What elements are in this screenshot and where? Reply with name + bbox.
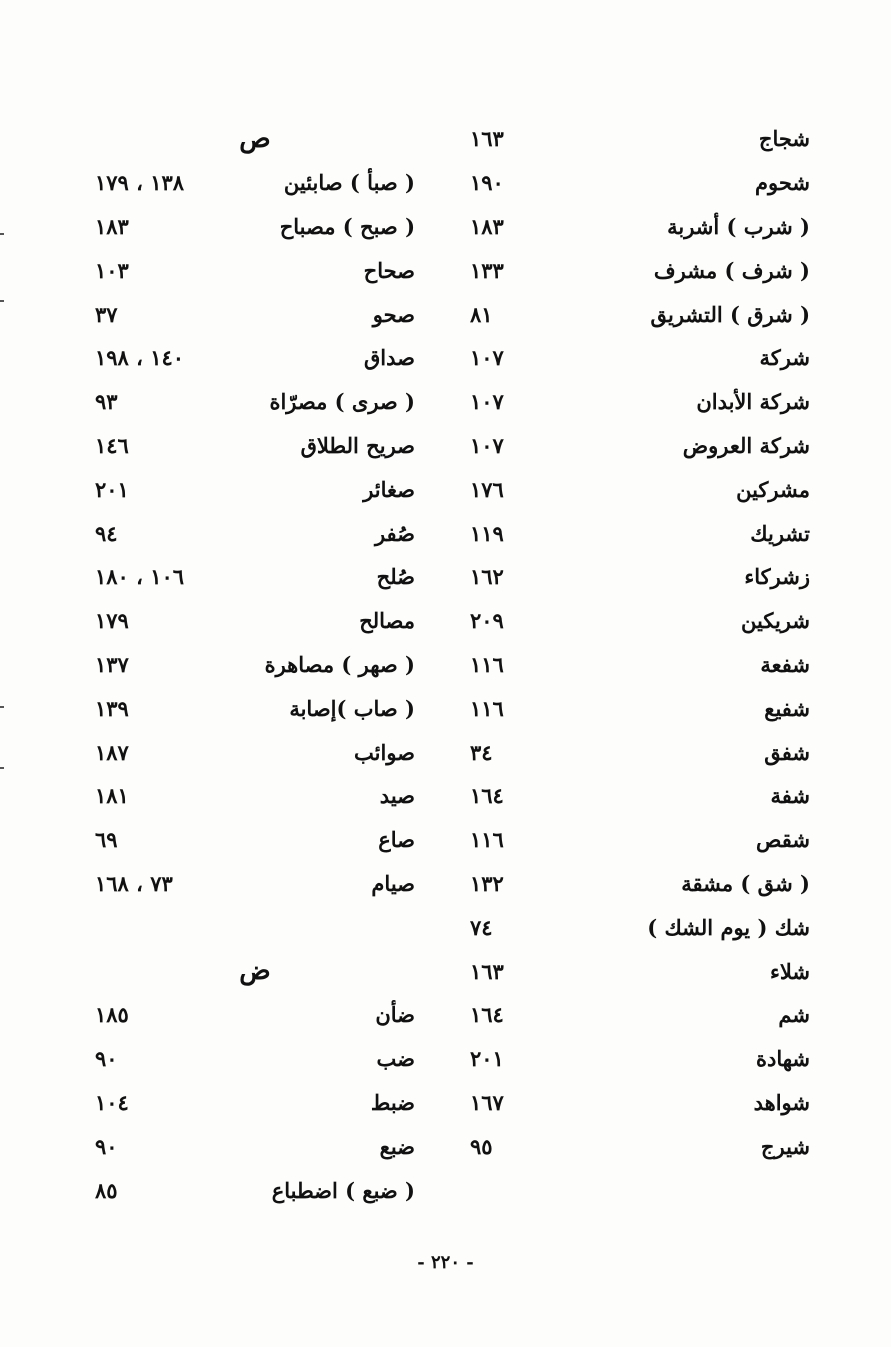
entry-pages: ٧٤ [470, 914, 493, 940]
index-entry [470, 905, 810, 949]
index-column-right [470, 117, 810, 1168]
margin-mark [0, 233, 4, 235]
entry-pages: ١٦٣ [470, 126, 504, 152]
index-entry [95, 248, 415, 292]
index-entry [95, 292, 415, 336]
entry-term: شيرج [760, 1133, 810, 1159]
entry-term: شفعة [760, 651, 810, 677]
entry-term: ( صهر ) مصاهرة [264, 651, 415, 677]
entry-pages: ١٦٤ [470, 783, 504, 809]
entry-pages: ١٩٠ [470, 170, 504, 196]
entry-term: ( صرى ) مصرّاة [269, 389, 415, 415]
index-entry [95, 1081, 415, 1125]
section-heading-sad: ص [239, 123, 271, 154]
entry-pages: ٩٠ [95, 1046, 118, 1072]
entry-term: ( صاب )إصابة [289, 695, 415, 721]
entry-pages: ١١٦ [470, 651, 504, 677]
index-entry [470, 730, 810, 774]
index-entry [470, 380, 810, 424]
entry-term: صُفر [374, 520, 415, 546]
index-entry [95, 1124, 415, 1168]
index-entry [470, 292, 810, 336]
entry-term: صوائب [354, 739, 415, 765]
entry-pages: ١٨٧ [95, 739, 129, 765]
entry-pages: ٨١ [470, 301, 493, 327]
entry-term: شفة [770, 783, 810, 809]
index-entry [95, 205, 415, 249]
index-entry [95, 686, 415, 730]
entry-term: شم [778, 1002, 810, 1028]
entry-term: شواهد [753, 1089, 810, 1115]
page-number: - ٢٢٠ - [417, 1252, 474, 1273]
entry-pages: ٨٥ [95, 1177, 118, 1203]
entry-term: شلاء [769, 958, 810, 984]
section-dad-entries [95, 993, 415, 1212]
entry-pages: ١٧٩ [95, 608, 129, 634]
index-entry [470, 336, 810, 380]
entry-pages: ٢٠٩ [470, 608, 504, 634]
index-entry [470, 774, 810, 818]
entry-pages: ١٣٣ [470, 257, 504, 283]
entry-pages: ٦٩ [95, 827, 118, 853]
index-entry [470, 467, 810, 511]
entry-term: صحو [372, 301, 415, 327]
entry-pages: ١٨٣ [470, 213, 504, 239]
index-entry [470, 117, 810, 161]
index-entry [95, 511, 415, 555]
index-entry [95, 862, 415, 906]
index-entry [470, 1081, 810, 1125]
entry-pages: ٣٧ [95, 301, 118, 327]
entry-pages: ٩٣ [95, 389, 118, 415]
section-heading-dad: ض [239, 956, 271, 987]
entry-pages: ١٨٥ [95, 1002, 129, 1028]
entry-pages: ١٤٦ [95, 432, 129, 458]
index-entry [95, 993, 415, 1037]
index-entry [95, 1037, 415, 1081]
section-sad-entries [95, 161, 415, 906]
entry-pages: ١٨١ [95, 783, 129, 809]
entry-term: ( شرف ) مشرف [653, 257, 810, 283]
index-entry [470, 1037, 810, 1081]
entry-term: ضبط [370, 1089, 415, 1115]
entry-term: شحوم [754, 170, 810, 196]
index-column-left [95, 117, 415, 1212]
entry-pages: ١٣٢ [470, 870, 504, 896]
entry-pages: ١٣٨ ، ١٧٩ [95, 170, 185, 196]
entry-term: شهادة [755, 1046, 810, 1072]
index-entry [470, 818, 810, 862]
entry-term: مصالح [359, 608, 415, 634]
entry-term: ضأن [375, 1002, 415, 1028]
index-entry [95, 730, 415, 774]
entry-pages: ١١٦ [470, 827, 504, 853]
entry-term: زشركاء [744, 564, 810, 590]
index-entry [470, 599, 810, 643]
index-entry [470, 993, 810, 1037]
entry-pages: ٩٥ [470, 1133, 493, 1159]
entry-term: ( صبح ) مصباح [279, 213, 415, 239]
entry-pages: ٢٠١ [95, 476, 129, 502]
index-entry [470, 862, 810, 906]
index-entry [470, 555, 810, 599]
entry-pages: ١٦٧ [470, 1089, 504, 1115]
entry-pages: ١٦٣ [470, 958, 504, 984]
entry-term: صاع [378, 827, 415, 853]
entry-pages: ١١٩ [470, 520, 504, 546]
entry-term: مشركين [736, 476, 810, 502]
entry-term: صغائر [363, 476, 415, 502]
entry-pages: ١٦٤ [470, 1002, 504, 1028]
entry-pages: ١١٦ [470, 695, 504, 721]
entry-term: صريح الطلاق [300, 432, 415, 458]
entry-term: ضبع [379, 1133, 415, 1159]
entry-pages: ١٠٧ [470, 345, 504, 371]
index-entry [95, 1168, 415, 1212]
index-entry [470, 643, 810, 687]
index-entry [95, 643, 415, 687]
entry-pages: ١٣٩ [95, 695, 129, 721]
entry-term: ( شرق ) التشريق [650, 301, 810, 327]
index-entry [95, 467, 415, 511]
entry-term: ضب [376, 1046, 415, 1072]
entry-pages: ١٠٤ [95, 1089, 129, 1115]
entry-pages: ٧٣ ، ١٦٨ [95, 870, 173, 896]
entry-pages: ٣٤ [470, 739, 493, 765]
index-entry [470, 205, 810, 249]
entry-pages: ١٧٦ [470, 476, 504, 502]
entry-pages: ٩٤ [95, 520, 118, 546]
entry-term: شك ( يوم الشك ) [647, 914, 810, 940]
index-entry [470, 511, 810, 555]
entry-term: شريكين [741, 608, 810, 634]
entry-pages: ١٤٠ ، ١٩٨ [95, 345, 185, 371]
index-entry [95, 818, 415, 862]
index-entry [95, 161, 415, 205]
index-entry [95, 336, 415, 380]
entry-term: شفيع [764, 695, 810, 721]
entry-pages: ١٠٧ [470, 389, 504, 415]
entry-term: شركة [759, 345, 810, 371]
entry-term: ( صبأ ) صابئين [283, 170, 415, 196]
index-entry [95, 380, 415, 424]
index-entry [470, 1124, 810, 1168]
entry-term: ( شرب ) أشربة [667, 213, 810, 239]
index-entry [95, 555, 415, 599]
margin-mark [0, 767, 4, 769]
index-entry [470, 424, 810, 468]
index-entry [470, 161, 810, 205]
entry-term: شركة العروض [682, 432, 810, 458]
index-entry [470, 949, 810, 993]
entry-term: صداق [364, 345, 415, 371]
entry-term: صحاح [363, 257, 415, 283]
section-spacer [95, 905, 415, 949]
entry-term: ( شق ) مشقة [681, 870, 810, 896]
entry-term: تشريك [750, 520, 810, 546]
entry-pages: ١٠٦ ، ١٨٠ [95, 564, 185, 590]
entry-term: ( ضبع ) اضطباع [271, 1177, 415, 1203]
entry-pages: ١٣٧ [95, 651, 129, 677]
margin-mark [0, 300, 4, 302]
entry-pages: ٩٠ [95, 1133, 118, 1159]
margin-mark [0, 706, 4, 708]
entry-term: شقص [756, 827, 810, 853]
index-entry [470, 248, 810, 292]
entry-term: شركة الأبدان [696, 389, 810, 415]
index-entry [95, 424, 415, 468]
entry-term: صيام [371, 870, 415, 896]
entry-term: شجاج [758, 126, 810, 152]
index-entry [95, 774, 415, 818]
entry-pages: ٢٠١ [470, 1046, 504, 1072]
entry-pages: ١٠٣ [95, 257, 129, 283]
entry-pages: ١٨٣ [95, 213, 129, 239]
entry-pages: ١٦٢ [470, 564, 504, 590]
index-entry [95, 599, 415, 643]
entry-term: شفق [764, 739, 810, 765]
entry-term: صُلح [376, 564, 415, 590]
entry-term: صيد [379, 783, 415, 809]
index-entry [470, 686, 810, 730]
entry-pages: ١٠٧ [470, 432, 504, 458]
